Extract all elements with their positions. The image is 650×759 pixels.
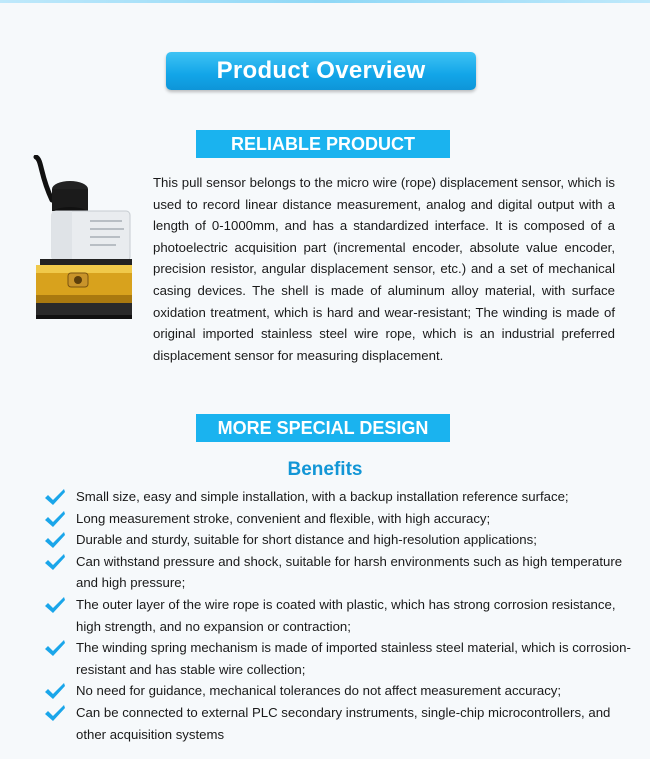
page-title: Product Overview bbox=[216, 57, 426, 84]
reliable-product-banner bbox=[196, 130, 450, 158]
benefits-heading: Benefits bbox=[287, 459, 363, 480]
check-icon bbox=[44, 639, 66, 657]
check-icon bbox=[44, 531, 66, 549]
top-divider-line bbox=[0, 0, 650, 3]
special-design-banner bbox=[196, 414, 450, 442]
benefit-text: Can withstand pressure and shock, suitable for harsh environments such as high temperature and high pressure; bbox=[76, 553, 623, 591]
check-icon bbox=[44, 510, 66, 528]
benefit-item bbox=[44, 637, 636, 680]
section-title-special: MORE SPECIAL DESIGN bbox=[217, 417, 429, 438]
benefit-text: The winding spring mechanism is made of imported stainless steel material, which is corrosion-resistant and has stable wire collection; bbox=[76, 640, 631, 677]
benefit-text: Long measurement stroke, convenient and flexible, with high accuracy; bbox=[76, 510, 491, 526]
benefit-list bbox=[44, 486, 636, 745]
check-icon bbox=[44, 682, 66, 700]
benefit-item bbox=[44, 551, 636, 594]
product-description: This pull sensor belongs to the micro wire (rope) displacement sensor, which is used to record linear distance measurement, analog and digital output with a length of 0-1000mm, and has a standardized interface. It is composed of a photoelectric acquisition part (incremental encoder, absolute value encoder, precision resistor, angular displacement sensor, etc.) and a set of mechanical casing devices. The shell is made of aluminum alloy material, with surface oxidation treatment, which is hard and wear-resistant; The winding is made of original imported stainless steel wire rope, which is an industrial preferred displacement sensor for measuring displacement. bbox=[153, 175, 615, 363]
product-overview-banner bbox=[166, 52, 476, 90]
benefit-text: Durable and sturdy, suitable for short distance and high-resolution applications; bbox=[76, 532, 537, 548]
check-icon bbox=[44, 596, 66, 614]
sensor-product-image bbox=[30, 155, 134, 325]
benefit-item bbox=[44, 702, 636, 745]
check-icon bbox=[44, 488, 66, 506]
benefit-item bbox=[44, 486, 636, 508]
check-icon bbox=[44, 704, 66, 722]
benefit-item bbox=[44, 529, 636, 551]
sensor-photo-icon bbox=[30, 155, 134, 325]
benefit-item bbox=[44, 508, 636, 530]
benefit-item bbox=[44, 594, 636, 637]
benefit-text: Small size, easy and simple installation, with a backup installation reference surface; bbox=[76, 489, 569, 504]
benefit-text: Can be connected to external PLC secondary instruments, single-chip microcontrollers, and other acquisition systems bbox=[76, 704, 611, 742]
benefit-item bbox=[44, 680, 636, 702]
section-title-reliable: RELIABLE PRODUCT bbox=[231, 133, 415, 154]
benefit-text: No need for guidance, mechanical tolerances do not affect measurement accuracy; bbox=[76, 683, 562, 699]
check-icon bbox=[44, 553, 66, 571]
benefit-text: The outer layer of the wire rope is coated with plastic, which has strong corrosion resistance, high strength, and no expansion or contraction; bbox=[76, 596, 616, 634]
